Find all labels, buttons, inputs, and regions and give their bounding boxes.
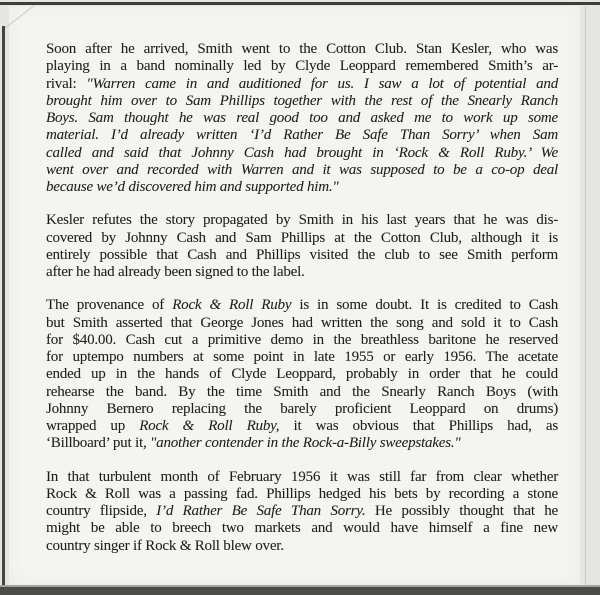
text-run: "Warren came in and auditioned for us. I saw a lot of potential and (86, 75, 558, 92)
text-run: for $40.00. Cash cut a primitive demo in the breathless baritone he reserved (46, 331, 558, 348)
text-line (46, 520, 558, 537)
text-line (46, 435, 558, 452)
paragraph (46, 41, 558, 196)
text-run: ended up in the hands of Clyde Leoppard, probably in order that he could (46, 366, 558, 383)
text-run: wrapped up (46, 418, 140, 434)
text-run: Soon after he arrived, Smith went to the Cotton Club. Stan Kesler, who was (46, 41, 558, 57)
text-run: country flipside, (46, 503, 157, 519)
text-run: brought him over to Sam Phillips together with the rest of the Snearly Ranch (46, 92, 558, 109)
text-line (46, 297, 558, 314)
text-line (46, 212, 558, 229)
text-run: I’d Rather Be Safe Than Sorry. (156, 503, 366, 519)
text-run: covered by Johnny Cash and Sam Phillips at the Cotton Club, although it is (46, 229, 558, 246)
text-run: Rock & Roll was a passing fad. Phillips hedged his bets by recording a stone (46, 485, 558, 502)
scan-edge-left (2, 26, 5, 587)
text-run: after he had already been signed to the label. (46, 264, 305, 280)
text-line (46, 162, 558, 179)
text-line (46, 93, 558, 110)
text-run: is in some doubt. It is credited to Cash (291, 297, 559, 314)
text-line (46, 538, 558, 555)
text-run: The provenance of (46, 297, 173, 314)
text-run: rehearse the band. By the time Smith and the Snearly Ranch Boys (with (46, 383, 558, 400)
text-line (46, 127, 558, 144)
text-line (46, 401, 558, 418)
text-line (46, 247, 558, 264)
text-run: In that turbulent month of February 1956 it was still far from clear whether (46, 468, 558, 485)
text-line (46, 76, 558, 93)
text-line (46, 418, 558, 435)
text-run: He possibly thought that he (365, 503, 558, 519)
text-run: because we’d discovered him and supported him." (46, 179, 339, 195)
text-line (46, 230, 558, 247)
text-line (46, 315, 558, 332)
text-line (46, 110, 558, 127)
paragraph (46, 297, 558, 452)
text-line (46, 179, 558, 196)
scan-edge-right (585, 6, 586, 585)
text-line (46, 41, 558, 58)
text-line (46, 503, 558, 520)
text-run: Boys. Sam thought he was real good too and asked me to work up some (46, 110, 558, 126)
text-run: playing in a band nominally led by Clyde Leoppard remembered Smith’s ar- (46, 58, 558, 75)
text-run: but Smith asserted that George Jones had written the song and sold it to Cash (46, 314, 558, 331)
paragraph (46, 212, 558, 281)
text-run: country singer if Rock & Roll blew over. (46, 537, 284, 554)
text-line (46, 366, 558, 383)
text-line (46, 349, 558, 366)
text-line (46, 384, 558, 401)
text-run: Rock & Roll Ruby, (139, 418, 280, 434)
text-run: rival: (46, 75, 87, 92)
text-run: Johnny Bernero replacing the barely proficient Leoppard on drums) (46, 400, 558, 417)
page-paper (9, 6, 580, 585)
text-run: "another contender in the Rock-a-Billy sweepstakes." (150, 435, 461, 452)
paragraph (46, 469, 558, 555)
text-line (46, 469, 558, 486)
text-line (46, 145, 558, 162)
text-run: might be able to breech two markets and would have himself a fine new (46, 520, 558, 537)
text-block (46, 41, 558, 555)
text-run: material. I’d already written ‘I’d Rather Be Safe Than Sorry’ when Sam (46, 127, 558, 144)
text-run: entirely possible that Cash and Phillips visited the club to see Smith perform (46, 246, 558, 263)
text-line (46, 58, 558, 75)
text-line (46, 332, 558, 349)
text-line (46, 264, 558, 281)
text-run: Rock & Roll Ruby (172, 297, 292, 314)
text-run: went over and recorded with Warren and it was supposed to be a co-op deal (46, 161, 558, 178)
scan-edge-top (0, 2, 600, 5)
text-run: it was obvious that Phillips had, as (279, 418, 558, 434)
scan-edge-bottom-band (0, 587, 600, 595)
text-run: ‘Billboard’ put it, (46, 435, 151, 452)
text-run: Kesler refutes the story propagated by Smith in his last years that he was dis- (46, 212, 558, 229)
text-run: called and said that Johnny Cash had brought in ‘Rock & Roll Ruby.’ We (46, 144, 558, 161)
text-line (46, 486, 558, 503)
text-run: for uptempo numbers at some point in late 1955 or early 1956. The acetate (46, 349, 558, 365)
